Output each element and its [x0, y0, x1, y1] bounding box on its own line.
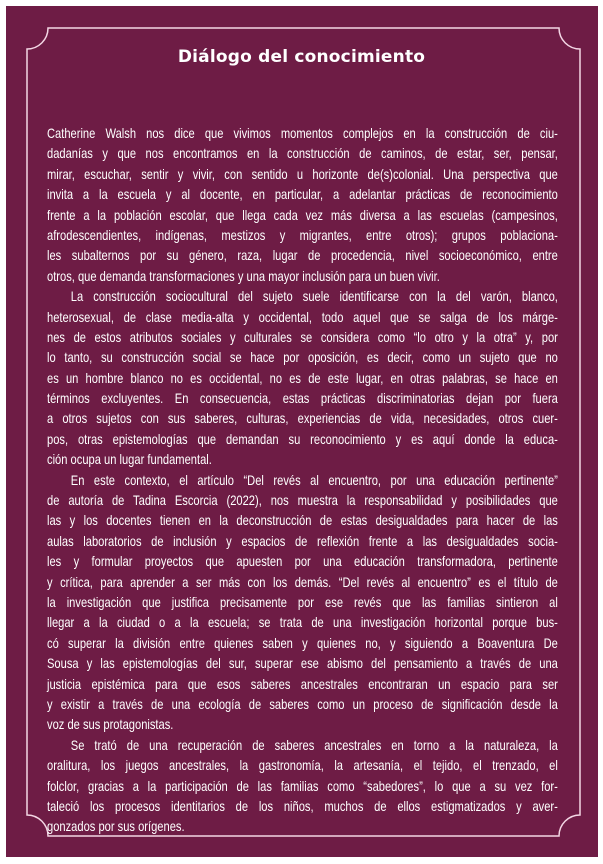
paragraph-1-line: Catherine Walsh nos dice que vivimos momentos complejos en la construcción de ciu-	[47, 126, 558, 141]
paragraph-3-line: las y los docentes tienen en la deconstrucción de estas desigualdades para hacer de las	[47, 513, 558, 529]
paragraph-2-line: La construcción sociocultural del sujeto suele identificarse con la del varón, blanco,	[70, 289, 558, 305]
paragraph-4-line: gonzados por sus orígenes.	[47, 819, 185, 835]
paragraph-2-line: lo tanto, su construcción social se hace por oposición, es decir, como un sujeto que no	[47, 350, 558, 366]
box-title: Diálogo del conocimiento	[177, 47, 426, 67]
paragraph-3-line: y existir a través de una ecología de saberes como un proceso de significación desde la	[47, 696, 558, 712]
paragraph-3-line: justicia epistémica para que esos saberes ancestrales encontraran un espacio para ser	[47, 676, 558, 692]
paragraph-3-line: llegar a la ciudad o a la escuela; se trata de una investigación horizontal porque bus-	[47, 615, 558, 631]
paragraph-3-line: voz de sus protagonistas.	[47, 717, 174, 733]
paragraph-3-line: la investigación que justifica precisamente por ese revés que las familias sintieron al	[47, 594, 558, 610]
paragraph-3-line: les y formular proyectos que apuesten por una educación transformadora, pertinente	[47, 554, 558, 570]
paragraph-3-line: Sousa y las epistemologías del sur, superar ese abismo del pensamiento a través de una	[47, 656, 558, 672]
paragraph-1-line: afrodescendientes, indígenas, mestizos y migrantes, entre otros); grupos poblaciona-	[47, 227, 558, 243]
paragraph-4-line: taleció los procesos identitarios de los niños, muchos de ellos estigmatizados y aver-	[47, 798, 558, 814]
paragraph-1-line: dadanías y que nos encontramos en la construcción de caminos, de estar, ser, pensar,	[47, 146, 558, 162]
paragraph-2-line: a otros sujetos con sus saberes, culturas, experiencias de vida, necesidades, otros cuer-	[47, 411, 558, 427]
paragraph-2-line: es un hombre blanco no es occidental, no es de este lugar, en otras palabras, se hace en	[47, 370, 558, 386]
paragraph-3-line: có superar la división entre quienes saben y quienes no, y siguiendo a Boaventura De	[47, 635, 558, 651]
paragraph-1-line: invita a la escuela y al docente, en particular, a adelantar prácticas de reconocimiento	[47, 187, 558, 203]
box-body-text	[47, 124, 558, 838]
paragraph-3-line: de autoría de Tadina Escorcia (2022), nos muestra la responsabilidad y posibilidades que	[47, 493, 558, 509]
paragraph-2-line: pos, otras epistemologías que demandan su reconocimiento y es aquí donde la educa-	[47, 431, 558, 447]
paragraph-3-line: En este contexto, el artículo “Del revés al encuentro, por una educación pertinente”	[70, 472, 558, 488]
paragraph-3-line: y crítica, para aprender a ser más con los demás. “Del revés al encuentro” es el título de	[47, 574, 558, 590]
paragraph-1-line: frente a la población escolar, que llega cada vez más diversa a las escuelas (campesinos,	[47, 207, 558, 223]
paragraph-4-line: folclor, gracias a la participación de las familias como “sabedores”, lo que a su vez for-	[47, 778, 558, 794]
paragraph-1-line: les subalternos por su género, raza, lugar de procedencia, nivel socioeconómico, entre	[47, 248, 558, 264]
paragraph-2-line: ción ocupa un lugar fundamental.	[47, 452, 212, 468]
paragraph-1-line: mirar, escuchar, sentir y vivir, con sentido u horizonte de(s)colonial. Una perspectiva que	[47, 166, 558, 182]
paragraph-2-line: términos excluyentes. En consecuencia, estas prácticas discriminatorias dejan por fuera	[47, 391, 558, 407]
paragraph-4-line: oralitura, los juegos ancestrales, la gastronomía, la artesanía, el tejido, el trenzado, el	[47, 758, 558, 774]
paragraph-2-line: nes de estos atributos sociales y culturales se considera como “lo otro y la otra” y, por	[47, 329, 558, 345]
paragraph-2-line: heterosexual, de clase media-alta y occidental, todo aquel que se salga de los márge-	[47, 309, 558, 325]
paragraph-3-line: aulas laboratorios de inclusión y espacios de reflexión frente a las desigualdades socia-	[47, 533, 558, 549]
paragraph-4-line: Se trató de una recuperación de saberes ancestrales en torno a la naturaleza, la	[70, 737, 558, 753]
paragraph-1-line: otros, que demanda transformaciones y una mayor inclusión para un buen vivir.	[47, 268, 440, 284]
